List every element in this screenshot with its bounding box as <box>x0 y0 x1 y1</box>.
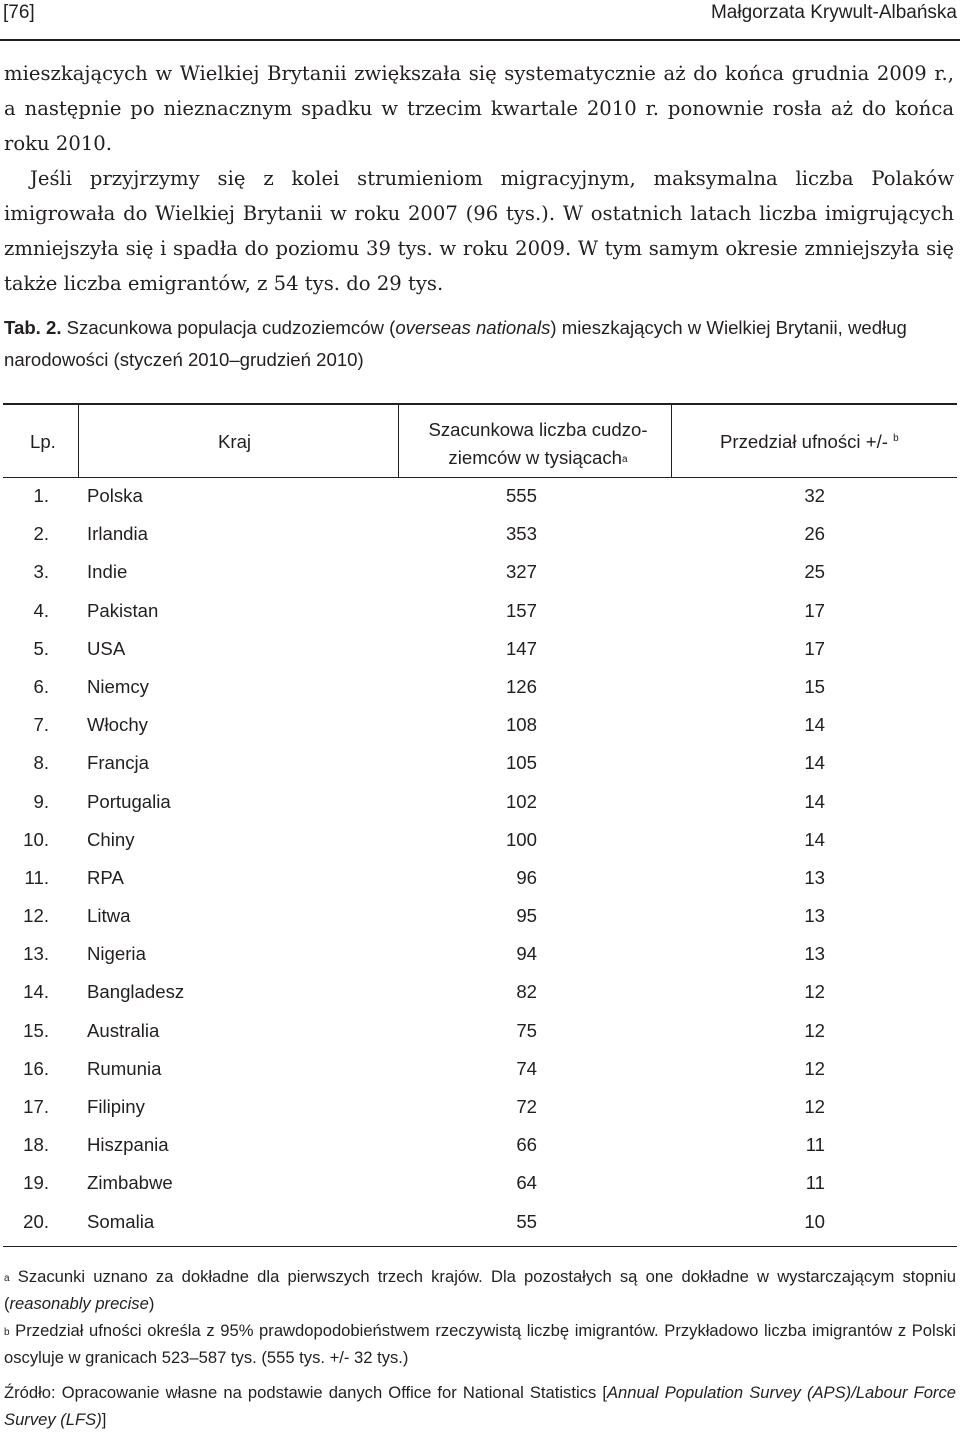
header-confidence-interval <box>720 431 899 453</box>
footnote-marker: b <box>893 433 899 444</box>
row-number: 13. <box>23 943 49 965</box>
row-confidence-interval: 17 <box>804 637 825 659</box>
row-estimate: 108 <box>505 714 537 736</box>
row-country: Portugalia <box>87 790 171 812</box>
row-number: 20. <box>23 1210 49 1232</box>
footnote-italic: reasonably precise <box>9 1294 149 1313</box>
row-country: Zimbabwe <box>87 1172 173 1194</box>
table-row <box>3 1051 957 1089</box>
caption-text: Szacunkowa populacja cudzoziemców ( <box>61 317 396 338</box>
column-divider <box>78 405 79 477</box>
row-estimate: 64 <box>516 1172 537 1194</box>
caption-text: ) mieszkających w Wielkiej Brytanii, według narodowości (styczeń 2010–grudzień 2010) <box>4 317 907 370</box>
source-text: Źródło: Opracowanie własne na podstawie danych Office for National Statistics [ <box>4 1383 607 1402</box>
table-row <box>3 1089 957 1127</box>
row-confidence-interval: 14 <box>804 752 825 774</box>
table-row <box>3 1204 957 1242</box>
body-paragraph: mieszkających w Wielkiej Brytanii zwiększała się systematycznie aż do końca grudnia 2009 r., a następnie po nieznacznym spadku w trzecim kwartale 2010 r. ponownie rosła aż do końca roku 2010. <box>4 62 954 155</box>
row-estimate: 95 <box>516 905 537 927</box>
table-row <box>3 1013 957 1051</box>
row-number: 16. <box>23 1057 49 1079</box>
row-country: Nigeria <box>87 943 146 965</box>
row-country: Chiny <box>87 828 135 850</box>
row-estimate: 157 <box>505 599 537 621</box>
footnote-marker: a <box>4 1273 10 1284</box>
row-number: 15. <box>23 1019 49 1041</box>
row-confidence-interval: 15 <box>804 675 825 697</box>
row-country: Polska <box>87 485 143 506</box>
row-country: Bangladesz <box>87 981 185 1003</box>
row-confidence-interval: 14 <box>804 714 825 736</box>
row-confidence-interval: 25 <box>804 561 825 583</box>
table-row <box>3 593 957 631</box>
row-estimate: 100 <box>505 828 537 850</box>
table-row <box>3 1127 957 1165</box>
row-number: 5. <box>33 637 49 659</box>
row-number: 7. <box>33 714 49 736</box>
row-confidence-interval: 12 <box>804 1057 825 1079</box>
footnote-marker: a <box>622 454 628 465</box>
header-lp: Lp. <box>30 431 56 452</box>
row-confidence-interval: 13 <box>804 943 825 965</box>
footnote-a <box>4 1263 956 1317</box>
row-confidence-interval: 11 <box>805 1172 825 1194</box>
row-estimate: 102 <box>505 790 537 812</box>
page-number: [76] <box>3 2 35 23</box>
table-row <box>3 1165 957 1203</box>
row-number: 18. <box>23 1134 49 1156</box>
row-country: Filipiny <box>87 1096 145 1117</box>
header-estimate-line: Szacunkowa liczba cudzo- <box>428 419 648 440</box>
row-country: Francja <box>87 752 150 774</box>
source-italic: Annual Population Survey (APS)/Labour Force Survey (LFS) <box>4 1383 956 1429</box>
row-estimate: 126 <box>505 675 537 697</box>
row-confidence-interval: 11 <box>805 1134 825 1156</box>
footnote-text: ) <box>148 1294 155 1313</box>
table-body <box>3 478 957 1242</box>
row-estimate: 327 <box>505 561 537 583</box>
row-number: 3. <box>33 561 49 583</box>
row-estimate: 555 <box>505 485 537 506</box>
header-country: Kraj <box>218 431 252 452</box>
caption-italic-term: overseas nationals <box>395 317 551 338</box>
page-header <box>3 2 957 30</box>
body-paragraph: Jeśli przyjrzymy się z kolei strumieniom migracyjnym, maksymalna liczba Polaków imigrowała do Wielkiej Brytanii w roku 2007 (96 tys.). W ostatnich latach liczba imigrujących zmniejszyła się i spadła do poziomu 39 tys. w roku 2009. W tym samym okresie zmniejszyła się także liczba emigrantów, z 54 tys. do 29 tys. <box>4 167 954 295</box>
row-country: Hiszpania <box>87 1134 169 1156</box>
population-table <box>3 403 957 1247</box>
row-confidence-interval: 26 <box>804 523 825 545</box>
column-divider <box>671 405 672 477</box>
table-caption <box>4 312 956 376</box>
row-number: 4. <box>33 599 49 621</box>
table-bottom-rule <box>3 1242 957 1247</box>
table-row <box>3 745 957 783</box>
row-country: Australia <box>87 1019 160 1041</box>
row-confidence-interval: 14 <box>804 828 825 850</box>
row-confidence-interval: 14 <box>804 790 825 812</box>
footnotes <box>4 1263 956 1433</box>
row-estimate: 55 <box>516 1210 537 1232</box>
row-estimate: 82 <box>516 981 537 1003</box>
row-confidence-interval: 17 <box>804 599 825 621</box>
row-confidence-interval: 32 <box>804 485 825 506</box>
footnote-text: Szacunki uznano za dokładne dla pierwszych trzech krajów. Dla pozostałych są one dokładne w wystarczającym stopniu ( <box>4 1267 956 1313</box>
table-row <box>3 936 957 974</box>
table-row <box>3 784 957 822</box>
row-estimate: 75 <box>516 1019 537 1041</box>
running-author: Małgorzata Krywult-Albańska <box>710 2 957 23</box>
table-row <box>3 707 957 745</box>
row-confidence-interval: 10 <box>804 1210 825 1232</box>
table-row <box>3 974 957 1012</box>
source-text: ] <box>101 1410 107 1429</box>
table-row <box>3 898 957 936</box>
row-country: Włochy <box>87 714 148 736</box>
table-row <box>3 822 957 860</box>
row-confidence-interval: 13 <box>804 866 825 888</box>
footnote-text: Przedział ufności określa z 95% prawdopodobieństwem rzeczywistą liczbę imigrantów. Przykładowo liczba imigrantów z Polski oscyluje w granicach 523–587 tys. (555 tys. +/- 32 tys.) <box>4 1321 956 1367</box>
header-estimate <box>408 416 668 472</box>
row-estimate: 105 <box>505 752 537 774</box>
source-note <box>4 1379 956 1433</box>
row-number: 2. <box>33 523 49 545</box>
row-number: 9. <box>33 790 49 812</box>
footnote-b <box>4 1317 956 1371</box>
row-number: 6. <box>33 675 49 697</box>
row-confidence-interval: 12 <box>804 981 825 1003</box>
row-estimate: 147 <box>505 637 537 659</box>
row-estimate: 353 <box>505 523 537 545</box>
row-confidence-interval: 12 <box>804 1019 825 1041</box>
row-estimate: 66 <box>516 1134 537 1156</box>
row-country: Irlandia <box>87 523 148 545</box>
row-country: USA <box>87 637 126 659</box>
table-header <box>3 405 957 478</box>
table-row <box>3 631 957 669</box>
table-row <box>3 516 957 554</box>
footnote-marker: b <box>4 1327 10 1338</box>
row-country: Indie <box>87 561 128 583</box>
row-country: Litwa <box>87 905 131 927</box>
row-country: Rumunia <box>87 1057 162 1079</box>
table-row <box>3 860 957 898</box>
table-row <box>3 478 957 516</box>
column-divider <box>398 405 399 477</box>
row-estimate: 74 <box>516 1057 537 1079</box>
body-text <box>4 56 954 301</box>
row-confidence-interval: 12 <box>804 1096 825 1117</box>
row-number: 10. <box>23 828 49 850</box>
header-estimate-line: ziemców w tysiącach <box>448 447 623 468</box>
row-number: 1. <box>33 485 49 506</box>
table-row <box>3 554 957 592</box>
row-number: 19. <box>23 1172 49 1194</box>
row-country: Somalia <box>87 1210 155 1232</box>
row-number: 12. <box>23 905 49 927</box>
row-estimate: 96 <box>516 866 537 888</box>
row-country: Pakistan <box>87 599 159 621</box>
row-estimate: 72 <box>516 1096 537 1117</box>
row-country: RPA <box>87 866 124 888</box>
row-number: 14. <box>23 981 49 1003</box>
header-ci-label: Przedział ufności +/- <box>720 431 894 452</box>
row-estimate: 94 <box>516 943 537 965</box>
row-number: 11. <box>24 866 49 888</box>
row-number: 8. <box>33 752 49 774</box>
table-row <box>3 669 957 707</box>
row-confidence-interval: 13 <box>804 905 825 927</box>
header-rule <box>0 39 960 41</box>
row-country: Niemcy <box>87 675 149 697</box>
row-number: 17. <box>23 1096 49 1117</box>
table-label: Tab. 2. <box>4 317 62 338</box>
